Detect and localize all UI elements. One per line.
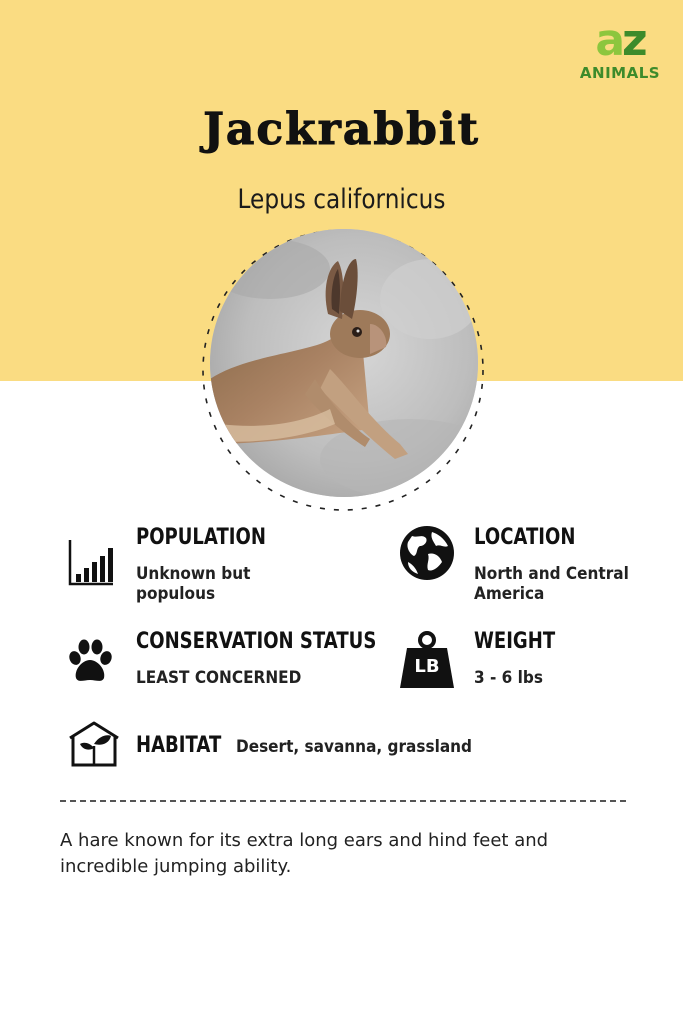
logo-letter-a: a xyxy=(595,15,623,66)
location-label: LOCATION xyxy=(474,525,576,550)
location-value: North and Central America xyxy=(474,564,629,604)
conservation-value: LEAST CONCERNED xyxy=(136,668,302,688)
az-animals-logo[interactable] xyxy=(578,15,662,86)
paw-icon xyxy=(66,638,114,684)
habitat-value: Desert, savanna, grassland xyxy=(236,737,472,757)
weight-icon xyxy=(399,630,455,690)
weight-value: 3 - 6 lbs xyxy=(474,668,543,688)
bar-chart-icon xyxy=(67,538,115,588)
page-title: Jackrabbit xyxy=(203,104,480,155)
logo-text: ANIMALS xyxy=(579,64,661,82)
logo-letter-z: z xyxy=(622,15,645,66)
habitat-label: HABITAT xyxy=(136,733,222,758)
conservation-label: CONSERVATION STATUS xyxy=(136,629,377,654)
population-value: Unknown but populous xyxy=(136,564,251,604)
weight-label: WEIGHT xyxy=(474,629,556,654)
section-divider xyxy=(60,800,626,802)
jackrabbit-photo xyxy=(210,229,478,497)
house-plant-icon xyxy=(67,720,121,768)
weight-icon-text: LB xyxy=(414,656,440,677)
scientific-name: Lepus californicus xyxy=(237,184,446,215)
description: A hare known for its extra long ears and hind feet and incredible jumping ability. xyxy=(60,830,549,877)
globe-icon xyxy=(398,524,456,582)
logo-mark xyxy=(580,15,660,66)
population-label: POPULATION xyxy=(136,525,266,550)
jackrabbit-illustration xyxy=(210,229,478,497)
